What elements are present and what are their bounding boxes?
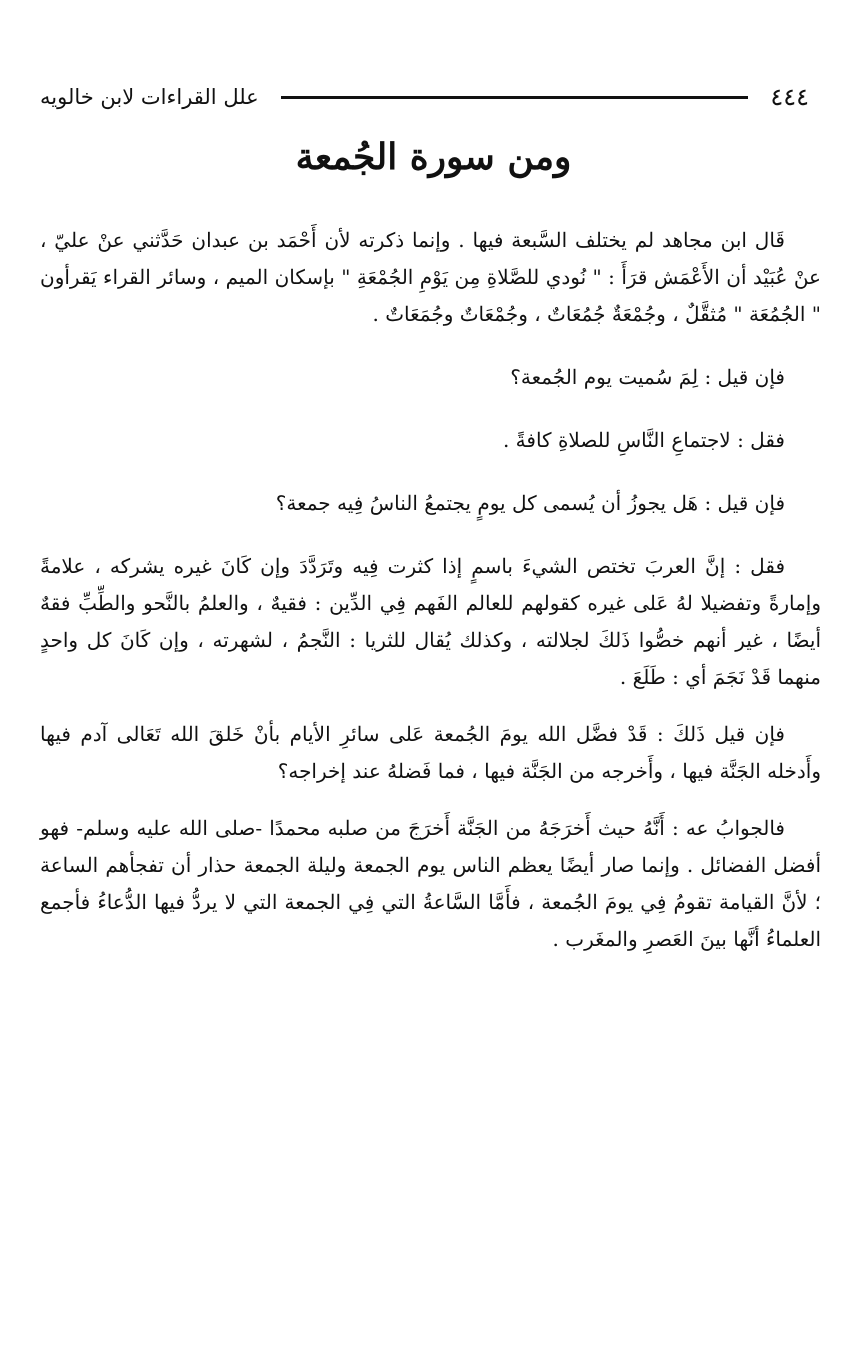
paragraph: فإن قيل ذَلكَ : قَدْ فضَّل الله يومَ الجُمعة عَلى سائرِ الأيام بأنْ خَلقَ الله تَعَالى آدم فيها وأَدخله الجَنَّة فيها ، وأَخرجه من الجَنَّة فيها ، فما فَضلهُ عند إخراجه؟ [40,722,821,783]
book-title: علل القراءات لابن خالويه [40,85,259,109]
body-text [40,222,821,978]
paragraph: فالجوابُ عه : أَنَّهُ حيث أَخرَجَهُ من الجَنَّة أَخرَجَ من صلبه محمدًا -صلى الله عليه وسلم- فهو أفضل الفضائل . وإنما صار أيضًا يعظم الناس يوم الجمعة وليلة الجمعة حذار أن تفجأهم الساعة ؛ لأنَّ القيامة تقومُ فِي يومَ الجُمعة ، فأَمَّا السَّاعةُ التي فِي الجمعة التي لا يردُّ فيها الدُّعاءُ فأجمع العلماءُ أنَّها بينَ العَصرِ والمغَرب . [40,816,822,951]
paragraph: فإن قيل : هَل يجوزُ أن يُسمى كل يومٍ يجتمعُ الناسُ فِيه جمعة؟ [275,491,785,515]
page-number: ٤٤٤ [770,83,809,111]
paragraph: قَال ابن مجاهد لم يختلف السَّبعة فيها . وإنما ذكرته لأن أَحْمَد بن عبدان حَدَّثني عنْ عليّ ، عنْ عُبَيْد أن الأَعْمَش قرَأَ : " نُودي للصَّلاةِ مِن يَوْمِ الجُمْعَةِ " بإسكان الميم ، وسائر القراء يَقرأون " الجُمُعَة " مُثقَّلٌ ، وجُمْعَةٌ جُمُعَاتٌ ، وجُمْعَاتٌ وجُمَعَاتٌ . [40,228,821,326]
paragraph: فقل : لاجتماعِ النَّاسِ للصلاةِ كافةً . [502,428,785,452]
surah-title: ومن سورة الجُمعة [295,136,572,178]
paragraph: فإن قيل : لِمَ سُميت يوم الجُمعة؟ [510,365,785,389]
paragraph: فقل : إنَّ العربَ تختص الشيءَ باسمٍ إذا كثرت فِيه وتَرَدَّدَ وإن كَانَ غيره يشركه ، علامةً وإمارةً وتفضيلا لهُ عَلى غيره كقولهم للعالم الفَهم فِي الدِّين : فقيهٌ ، والعلمُ بالنَّحو والطِّبِّ فقهٌ أيضًا ، غير أنهم خصُّوا ذَلكَ لجلالته ، وكذلك يُقال للثريا : النَّجمُ ، لشهرته ، وإن كَانَ كل واحدٍ منهما قَدْ نَجَمَ أي : طَلَعَ . [40,554,821,689]
running-header [40,80,809,114]
header-rule [281,96,749,99]
